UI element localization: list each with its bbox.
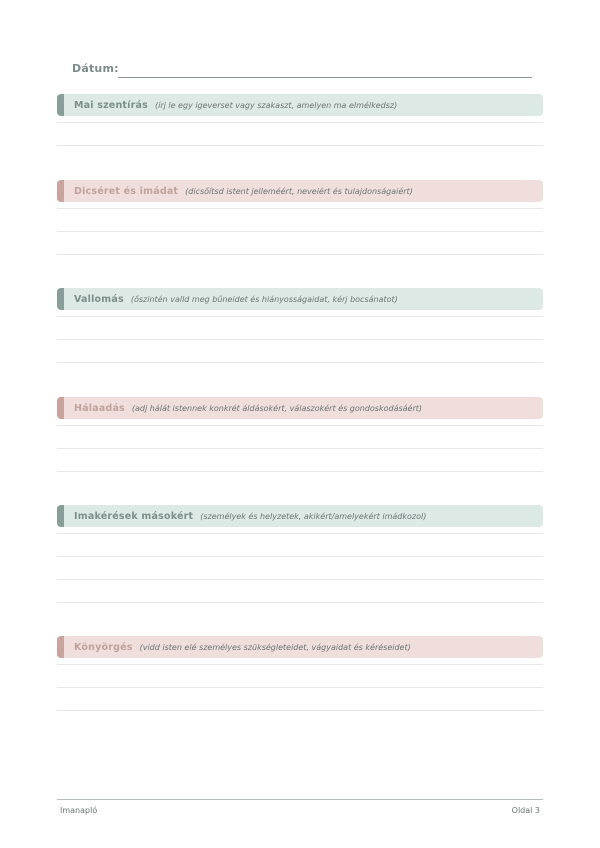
writing-line[interactable] bbox=[57, 339, 543, 340]
writing-line[interactable] bbox=[57, 556, 543, 557]
page-number: Oldal 3 bbox=[511, 806, 540, 815]
writing-line[interactable] bbox=[57, 122, 543, 123]
section-title: Vallomás bbox=[74, 293, 124, 305]
date-row bbox=[72, 62, 532, 80]
date-label: Dátum: bbox=[72, 62, 119, 75]
date-input-line[interactable] bbox=[118, 77, 532, 78]
section-title: Imakérések másokért bbox=[74, 510, 194, 522]
writing-line[interactable] bbox=[57, 710, 543, 711]
writing-line[interactable] bbox=[57, 145, 543, 146]
section-title: Dicséret és imádat bbox=[74, 185, 179, 197]
section-accent-bar bbox=[57, 636, 64, 658]
writing-line[interactable] bbox=[57, 471, 543, 472]
writing-line[interactable] bbox=[57, 687, 543, 688]
section-hint: (őszintén valld meg bűneidet és hiányosságaidat, kérj bocsánatot) bbox=[130, 294, 398, 304]
section-header bbox=[57, 505, 543, 527]
writing-line[interactable] bbox=[57, 231, 543, 232]
footer-divider bbox=[57, 799, 543, 800]
section-header bbox=[57, 397, 543, 419]
section-title: Mai szentírás bbox=[74, 99, 148, 111]
writing-line[interactable] bbox=[57, 448, 543, 449]
section-accent-bar bbox=[57, 180, 64, 202]
section-title: Könyörgés bbox=[74, 641, 133, 653]
writing-line[interactable] bbox=[57, 316, 543, 317]
section-header bbox=[57, 180, 543, 202]
footer-title: Imanapló bbox=[60, 806, 98, 815]
section-hint: (írj le egy igeverset vagy szakaszt, amelyen ma elmélkedsz) bbox=[154, 100, 398, 110]
writing-line[interactable] bbox=[57, 664, 543, 665]
section-header bbox=[57, 636, 543, 658]
writing-line[interactable] bbox=[57, 254, 543, 255]
writing-line[interactable] bbox=[57, 533, 543, 534]
writing-line[interactable] bbox=[57, 208, 543, 209]
section-hint: (adj hálát istennek konkrét áldásokért, válaszokért és gondoskodásáért) bbox=[131, 403, 423, 413]
section-hint: (vidd isten elé személyes szükségleteidet, vágyaidat és kéréseidet) bbox=[139, 642, 411, 652]
writing-line[interactable] bbox=[57, 579, 543, 580]
section-hint: (személyek és helyzetek, akikért/amelyekért imádkozol) bbox=[200, 511, 427, 521]
section-accent-bar bbox=[57, 505, 64, 527]
section-header bbox=[57, 94, 543, 116]
writing-line[interactable] bbox=[57, 425, 543, 426]
writing-line[interactable] bbox=[57, 602, 543, 603]
section-hint: (dicsőítsd istent jelleméért, neveiért és tulajdonságaiért) bbox=[185, 186, 413, 196]
section-title: Hálaadás bbox=[74, 402, 125, 414]
section-accent-bar bbox=[57, 94, 64, 116]
section-accent-bar bbox=[57, 288, 64, 310]
writing-line[interactable] bbox=[57, 362, 543, 363]
section-header bbox=[57, 288, 543, 310]
section-accent-bar bbox=[57, 397, 64, 419]
